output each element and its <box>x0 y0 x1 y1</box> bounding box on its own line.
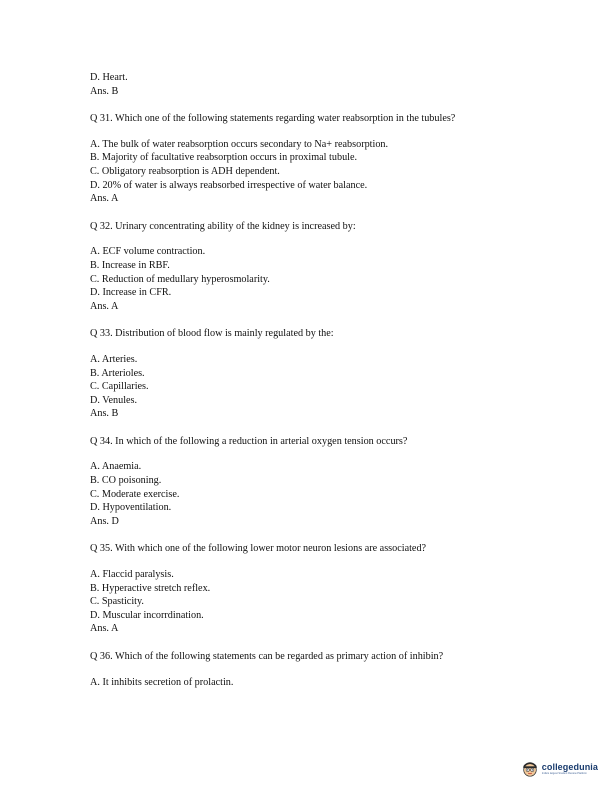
question-block-31 <box>90 112 550 206</box>
option-line: A. It inhibits secretion of prolactin. <box>90 676 234 688</box>
answer-line: Ans. B <box>90 408 119 420</box>
option-line: B. Increase in RBF. <box>90 259 170 271</box>
option-line: B. CO poisoning. <box>90 475 162 487</box>
logo-tagline: India's largest Student Review Platform <box>541 771 587 775</box>
option-line: A. ECF volume contraction. <box>90 246 206 258</box>
option-line: D. Increase in CFR. <box>90 287 172 299</box>
collegedunia-logo <box>521 760 598 778</box>
question-text: Q 31. Which one of the following statements regarding water reabsorption in the tubules? <box>90 113 456 125</box>
option-line: B. Hyperactive stretch reflex. <box>90 582 211 594</box>
option-line: B. Majority of facultative reabsorption occurs in proximal tubule. <box>90 152 358 164</box>
question-block-34 <box>90 435 550 529</box>
logo-text <box>542 763 598 776</box>
logo-name: collegedunia <box>541 761 598 772</box>
answer-line: Ans. B <box>90 85 119 97</box>
option-line: D. Venules. <box>90 394 138 406</box>
option-line: C. Capillaries. <box>90 381 149 393</box>
option-line: D. Hypoventilation. <box>90 502 172 514</box>
option-line: A. Arteries. <box>90 353 138 365</box>
option-line: C. Obligatory reabsorption is ADH dependent. <box>90 165 280 177</box>
question-text: Q 36. Which of the following statements can be regarded as primary action of inhibin? <box>90 651 444 662</box>
option-line: C. Moderate exercise. <box>90 488 180 500</box>
mascot-icon <box>521 760 539 778</box>
option-line: D. 20% of water is always reabsorbed irrespective of water balance. <box>90 179 368 191</box>
question-text: Q 33. Distribution of blood flow is mainly regulated by the: <box>90 328 334 340</box>
option-line: C. Reduction of medullary hyperosmolarity. <box>90 273 270 285</box>
answer-line: Ans. A <box>90 623 119 635</box>
option-line: A. Anaemia. <box>90 461 142 473</box>
option-line: C. Spasticity. <box>90 596 144 608</box>
option-line: A. Flaccid paralysis. <box>90 569 174 581</box>
question-block-32 <box>90 220 550 314</box>
question-text: Q 34. In which of the following a reduction in arterial oxygen tension occurs? <box>90 435 408 447</box>
question-text: Q 32. Urinary concentrating ability of the kidney is increased by: <box>90 220 356 232</box>
continuation-block <box>90 71 550 98</box>
answer-line: Ans. D <box>90 515 119 527</box>
answer-line: Ans. A <box>90 193 119 205</box>
question-block-33 <box>90 327 550 421</box>
question-text: Q 35. With which one of the following lower motor neuron lesions are associated? <box>90 543 427 555</box>
document-page <box>90 71 550 689</box>
answer-line: Ans. A <box>90 300 119 312</box>
option-line: A. The bulk of water reabsorption occurs secondary to Na+ reabsorption. <box>90 138 389 150</box>
option-line: D. Heart. <box>90 72 128 83</box>
question-block-35 <box>90 542 550 636</box>
question-block-36 <box>90 650 550 689</box>
option-line: D. Muscular incorrdination. <box>90 609 204 621</box>
option-line: B. Arterioles. <box>90 367 145 379</box>
